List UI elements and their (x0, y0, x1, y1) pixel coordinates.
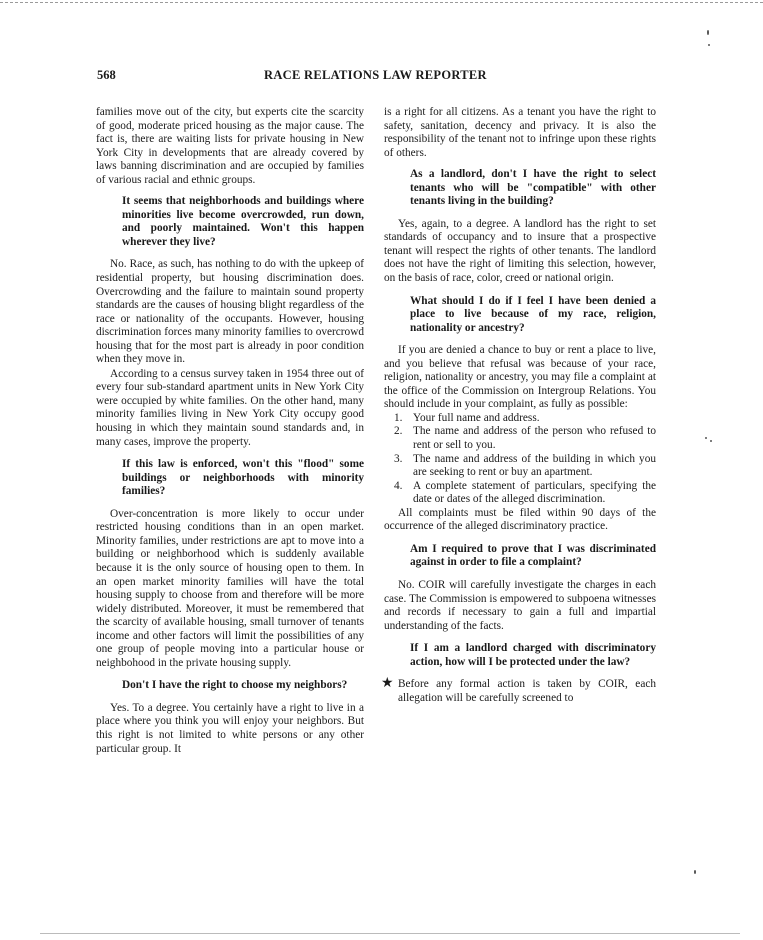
page-number: 568 (97, 68, 116, 82)
question-heading: What should I do if I feel I have been denied a place to live because of my race, religion, nationality or ancestry? (410, 294, 656, 334)
scan-bottom-border (40, 933, 740, 934)
list-item-number: 4. (394, 479, 403, 492)
running-head: RACE RELATIONS LAW REPORTER (264, 68, 487, 82)
scan-speck (710, 440, 712, 442)
question-heading: Am I required to prove that I was discriminated against in order to file a complaint? (410, 542, 656, 569)
paragraph: According to a census survey taken in 1954 three out of every four sub-standard apartment units in New York City were occupied by white families. On the other hand, many minority families living in New York City occupy good housing in which they maintain sound standards and, in many cases, improve the property. (96, 367, 364, 448)
complaint-requirements-list (384, 412, 656, 507)
list-item (384, 453, 656, 480)
paragraph: Over-concentration is more likely to occur under restricted housing conditions than in an open market. Minority families, under restrictions are apt to move into a building or neighborhood which is suddenly available because it is the only source of housing open to them. In an open market minority families will have the total housing supply to choose from and therefore will be more widely distributed. Moreover, it must be remembered that the scarcity of available housing, small turnover of tenants income and other factors will limit the possibilities of any one group of people moving into a particular house or neighbohood in the private housing supply. (96, 507, 364, 669)
star-icon: ★ (381, 676, 394, 692)
list-item-text: The name and address of the person who refused to rent or sell to you. (413, 425, 656, 452)
paragraph: All complaints must be filed within 90 days of the occurrence of the alleged discriminatory practice. (384, 506, 656, 533)
question-heading: If this law is enforced, won't this "flood" some buildings or neighborhoods with minority families? (122, 458, 364, 498)
list-item-text: Your full name and address. (413, 411, 540, 424)
paragraph: is a right for all citizens. As a tenant you have the right to safety, sanitation, decency and privacy. It is also the responsibility of the tenant not to infringe upon these rights of others. (384, 106, 656, 159)
right-column (381, 106, 656, 705)
list-item (384, 425, 656, 452)
starred-paragraph (381, 676, 656, 705)
list-item-text: The name and address of the building in which you are seeking to rent or buy an apartment. (413, 452, 656, 479)
list-item (384, 412, 656, 426)
scan-speck (707, 30, 709, 35)
list-item-number: 3. (394, 452, 403, 465)
question-heading: It seems that neighborhoods and buildings where minorities live become overcrowded, run down, and poorly maintained. Won't this happen wherever they live? (122, 195, 364, 248)
question-heading: If I am a landlord charged with discriminatory action, how will I be protected under the law? (410, 642, 656, 668)
paragraph: No. Race, as such, has nothing to do with the upkeep of residential property, but housing discrimination does. Overcrowding and the failure to maintain sound property standards are the causes of housing blight regardless of the race or nationality of the occupants. However, housing discrimination forces many minority families to overcrowd housing that for the most part is already in poor condition when they move in. (96, 258, 364, 366)
list-item-text: A complete statement of particulars, specifying the date or dates of the alleged discrimination. (413, 479, 656, 506)
paragraph: No. COIR will carefully investigate the charges in each case. The Commission is empowered to subpoena witnesses and records if necessary to gain a full and impartial understanding of the facts. (384, 578, 656, 632)
list-item-number: 1. (394, 411, 403, 424)
paragraph-text: Before any formal action is taken by COIR, each allegation will be carefully screened to (398, 678, 656, 704)
question-heading: As a landlord, don't I have the right to select tenants who will be "compatible" with other tenants living in the building? (410, 168, 656, 208)
list-item-number: 2. (394, 425, 403, 438)
scan-speck (708, 44, 710, 46)
scan-speck (705, 437, 707, 439)
question-heading: Don't I have the right to choose my neighbors? (122, 679, 348, 692)
scan-top-border (0, 2, 763, 3)
scan-speck (694, 870, 696, 874)
paragraph: Yes. To a degree. You certainly have a right to live in a place where you think you will enjoy your neighbors. But this right is not limited to white persons or any other particular group. It (96, 701, 364, 755)
paragraph: families move out of the city, but experts cite the scarcity of good, moderate priced housing as the major cause. The fact is, there are waiting lists for private housing in New York City in developments that are already covered by laws banning discrimination and are occupied by families of various racial and ethnic groups. (96, 106, 364, 186)
left-column (96, 106, 364, 756)
paragraph: If you are denied a chance to buy or rent a place to live, and you believe that refusal was because of your race, religion, nationality or ancestry, you may file a complaint at the office of the Commission on Intergroup Relations. You should include in your complaint, as fully as possible: (384, 344, 656, 411)
list-item (384, 480, 656, 507)
paragraph: Yes, again, to a degree. A landlord has the right to set standards of occupancy and to insure that a prospective tenant will respect the rights of other tenants. The landlord does not have the right of limiting this selection, however, on the basis of race, color, creed or national origin. (384, 217, 656, 285)
